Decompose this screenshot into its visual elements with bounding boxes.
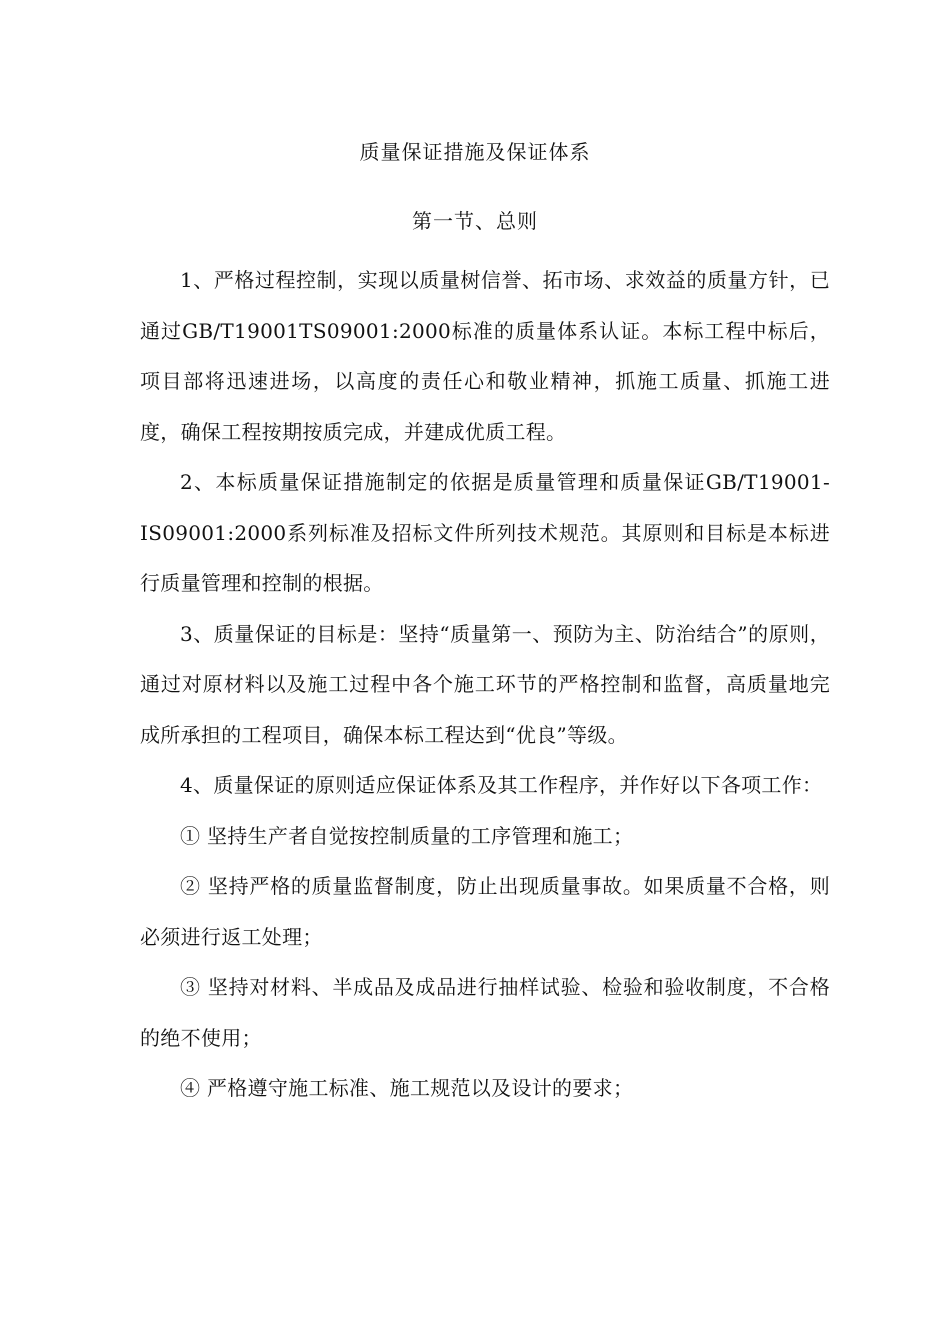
section-heading: 第一节、总则: [412, 209, 538, 233]
paragraph-1: 1、严格过程控制，实现以质量树信誉、拓市场、求效益的质量方针，已通过GB/T19001TS09001:2000标准的质量体系认证。本标工程中标后，项目部将迅速进场，以高度的责任心和敬业精神，抓施工质量、抓施工进度，确保工程按期按质完成，并建成优质工程。: [140, 268, 830, 444]
list-item-3: ③ 坚持对材料、半成品及成品进行抽样试验、检验和验收制度，不合格的绝不使用；: [140, 975, 830, 1050]
paragraph-2: 2、本标质量保证措施制定的依据是质量管理和质量保证GB/T19001-IS09001:2000系列标准及招标文件所列技术规范。其原则和目标是本标进行质量管理和控制的根据。: [140, 470, 830, 595]
document-title: 质量保证措施及保证体系: [359, 140, 591, 164]
paragraph-4: 4、质量保证的原则适应保证体系及其工作程序，并作好以下各项工作：: [180, 773, 823, 797]
list-item-2: ② 坚持严格的质量监督制度，防止出现质量事故。如果质量不合格，则必须进行返工处理；: [140, 874, 830, 949]
list-item-4: ④ 严格遵守施工标准、施工规范以及设计的要求；: [180, 1076, 634, 1100]
document-body: [140, 255, 830, 1114]
paragraph-3: 3、质量保证的目标是：坚持“质量第一、预防为主、防治结合”的原则，通过对原材料以及施工过程中各个施工环节的严格控制和监督，高质量地完成所承担的工程项目，确保本标工程达到“优良”等级。: [140, 621, 830, 747]
list-item-1: ① 坚持生产者自觉按控制质量的工序管理和施工；: [180, 823, 634, 848]
